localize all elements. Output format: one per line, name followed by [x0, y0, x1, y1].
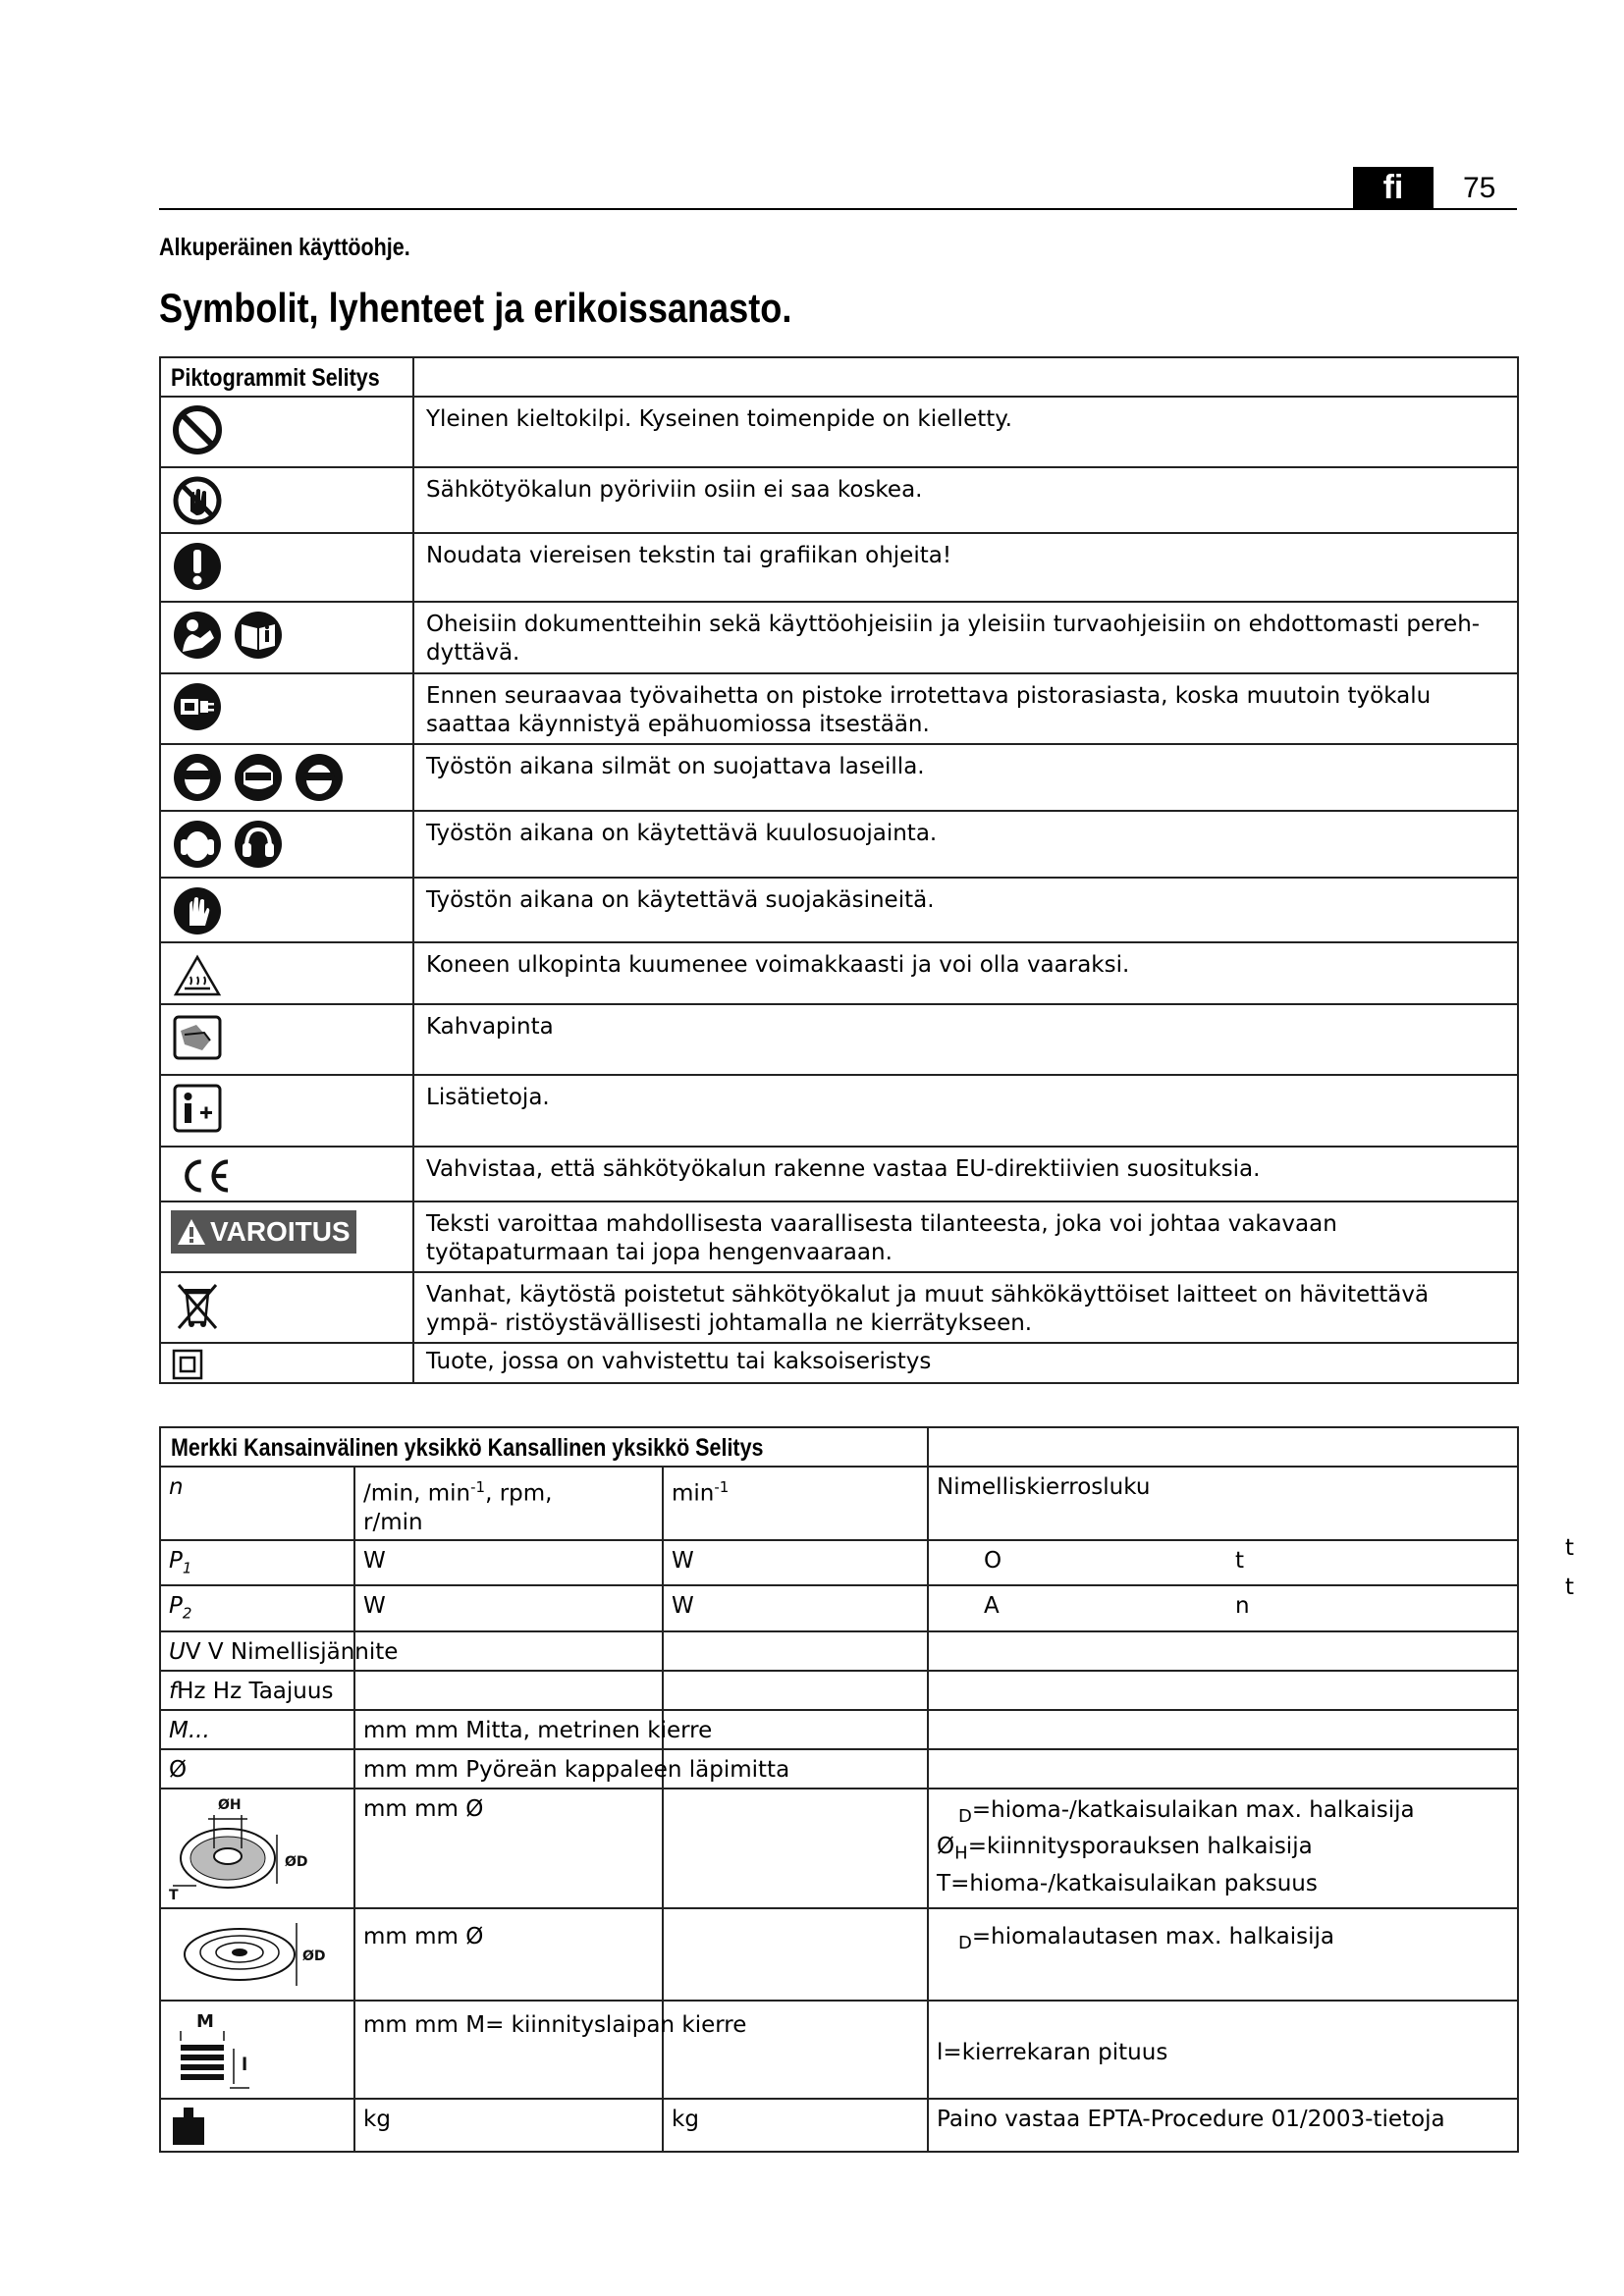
symbol-cell: [160, 1671, 354, 1710]
explanation-line-2: [937, 1832, 1509, 1869]
explanation-cell: [928, 1749, 1518, 1789]
symbol-rest-text: Hz Hz Taajuus: [177, 1678, 334, 1704]
disc-hole-label: ØH: [218, 1796, 242, 1813]
symbols-table: [159, 356, 1519, 1384]
intl-unit-cell: kg: [354, 2099, 663, 2152]
table-row: [160, 2001, 1518, 2099]
description-cell: Koneen ulkopinta kuumenee voimakkaasti ja voi olla vaaraksi.: [413, 942, 1518, 1004]
table-row: [160, 942, 1518, 1004]
explanation-cell: [928, 1631, 1518, 1671]
disc-diameter-label: ØD: [285, 1853, 308, 1870]
national-unit-cell: [663, 1631, 928, 1671]
original-manual-label: Alkuperäinen käyttöohje.: [159, 234, 410, 261]
table-row: [160, 1075, 1518, 1147]
explanation-line-3: T=hioma-/katkaisulaikan paksuus: [937, 1871, 1318, 1897]
explanation-cell: [928, 1585, 1518, 1631]
table-row: [160, 533, 1518, 602]
national-unit-cell: [663, 1467, 928, 1540]
intl-unit-cell: [354, 1467, 663, 1540]
symbol-text: P: [169, 1593, 183, 1620]
table-row: [160, 878, 1518, 942]
description-cell: Vanhat, käytöstä poistetut sähkötyökalut ja muut sähkökäyttöiset laitteet on hävitettävä ympä- ristöystävällisesti johtamalla ne kierrätykseen.: [413, 1272, 1518, 1343]
national-unit-sup: -1: [714, 1478, 730, 1496]
table-row: [160, 1004, 1518, 1075]
description-cell: Sähkötyökalun pyöriviin osiin ei saa koskea.: [413, 467, 1518, 533]
intl-unit-cell: [354, 1671, 663, 1710]
icon-cell: [160, 1201, 413, 1272]
table-row: [160, 467, 1518, 533]
sub-label: D: [958, 1933, 972, 1954]
explanation-fragment: O: [984, 1547, 1002, 1574]
intl-unit-cell: W: [354, 1540, 663, 1586]
hot-surface-icon: [171, 949, 224, 1002]
explanation-fragment-2: t: [1235, 1547, 1245, 1574]
table-row: [160, 1201, 1518, 1272]
table-row: [160, 602, 1518, 673]
description-cell: Lisätietoja.: [413, 1075, 1518, 1147]
intl-unit-text: /min, min: [363, 1480, 471, 1507]
explanation-cell: [928, 1671, 1518, 1710]
symbol-cell: M...: [160, 1710, 354, 1749]
table-row: [160, 1585, 1518, 1631]
icon-cell: [160, 1272, 413, 1343]
ear-protection-icon: [171, 818, 224, 871]
description-cell: Ennen seuraavaa työvaihetta on pistoke irrotettava pistorasiasta, koska muutoin työkalu saattaa käynnistyä epähuomiossa itsestään.: [413, 673, 1518, 744]
description-cell: Yleinen kieltokilpi. Kyseinen toimenpide on kielletty.: [413, 397, 1518, 467]
explanation-cell: [928, 1789, 1518, 1908]
intl-unit-cell: [354, 1631, 663, 1671]
table-row: [160, 1789, 1518, 1908]
icon-cell: [160, 1147, 413, 1201]
table-row: [160, 1467, 1518, 1540]
sub-label: D: [958, 1806, 972, 1828]
pad-diameter-label: ØD: [302, 1948, 326, 1964]
intl-unit-cell: mm mm Ø: [354, 1908, 663, 2001]
flange-thread-icon: [171, 2005, 279, 2094]
symbols-header-text: Piktogrammit Selitys: [171, 364, 380, 392]
description-cell: Kahvapinta: [413, 1004, 1518, 1075]
icon-cell: [160, 942, 413, 1004]
table-row: [160, 1749, 1518, 1789]
icon-cell: [160, 1075, 413, 1147]
intl-unit-cell: mm mm Pyöreän kappaleen läpimitta: [354, 1749, 663, 1789]
intl-unit-text-3: r/min: [363, 1509, 423, 1535]
warning-triangle-icon: [177, 1218, 206, 1246]
goggles-icon: [293, 751, 346, 804]
intl-unit-cell: mm mm Mitta, metrinen kierre: [354, 1710, 663, 1749]
intl-unit-cell: mm mm Ø: [354, 1789, 663, 1908]
icon-cell: [160, 602, 413, 673]
description-cell: Vahvistaa, että sähkötyökalun rakenne vastaa EU-direktiivien suosituksia.: [413, 1147, 1518, 1201]
symbols-table-header-row: [160, 357, 1518, 397]
units-table-header-row: [160, 1427, 1518, 1467]
explanation-fragment-2: n: [1235, 1593, 1250, 1620]
icon-cell: [160, 467, 413, 533]
symbol-rest-text: V V Nimellisjännite: [185, 1638, 399, 1665]
table-row: [160, 1908, 1518, 2001]
national-unit-cell: W: [663, 1585, 928, 1631]
national-unit-cell: [663, 1671, 928, 1710]
explanation-text: =kiinnitysporauksen halkaisija: [967, 1834, 1313, 1860]
warning-badge: [171, 1210, 356, 1254]
table-row: [160, 1631, 1518, 1671]
symbol-cell: [160, 1585, 354, 1631]
face-shield-icon: [232, 751, 285, 804]
national-unit-cell: [663, 1908, 928, 2001]
symbol-text: U: [169, 1638, 186, 1665]
table-row: [160, 811, 1518, 878]
table-row: [160, 1671, 1518, 1710]
national-unit-cell: W: [663, 1540, 928, 1586]
table-row: [160, 1147, 1518, 1201]
explanation-line-1: [937, 1795, 1509, 1833]
disc-dimensions-icon: [167, 1793, 334, 1903]
description-cell: Työstön aikana on käytettävä suojakäsineitä.: [413, 878, 1518, 942]
symbol-cell: [160, 1789, 354, 1908]
table-row: [160, 673, 1518, 744]
table-row: [160, 744, 1518, 811]
icon-cell: [160, 878, 413, 942]
icon-cell: [160, 1343, 413, 1383]
symbol-cell: [160, 2001, 354, 2099]
explanation-cell: [928, 1908, 1518, 2001]
description-cell: Tuote, jossa on vahvistettu tai kaksoiseristys: [413, 1343, 1518, 1383]
table-row: [160, 1343, 1518, 1383]
page-title: Symbolit, lyhenteet ja erikoissanasto.: [159, 285, 792, 331]
info-icon: [171, 1082, 224, 1135]
icon-cell: [160, 673, 413, 744]
description-cell: Työstön aikana on käytettävä kuulosuojainta.: [413, 811, 1518, 878]
intl-unit-sup: -1: [470, 1478, 486, 1496]
explanation-text: =hiomalautasen max. halkaisija: [971, 1923, 1334, 1949]
explanation-cell: [928, 1540, 1518, 1586]
grip-surface-icon: [171, 1011, 224, 1064]
diameter-symbol: Ø: [937, 1834, 955, 1860]
explanation-cell: [928, 1710, 1518, 1749]
units-header-cell: [160, 1427, 928, 1467]
national-unit-cell: kg: [663, 2099, 928, 2152]
no-touch-rotating-parts-icon: [171, 474, 224, 527]
intl-unit-cell: mm mm M= kiinnityslaipan kierre: [354, 2001, 663, 2099]
description-cell: Oheisiin dokumentteihin sekä käyttöohjeisiin ja yleisiin turvaohjeisiin on ehdottomasti pereh- dyttävä.: [413, 602, 1518, 673]
symbol-sub: 2: [182, 1604, 192, 1623]
weee-bin-icon: [171, 1279, 224, 1332]
read-manual-icon: [171, 609, 224, 662]
gloves-icon: [171, 884, 224, 937]
symbols-header-empty: [413, 357, 1518, 397]
icon-cell: [160, 533, 413, 602]
language-badge: fi: [1353, 167, 1434, 208]
page-number: 75: [1463, 172, 1496, 204]
eye-protection-icon: [171, 751, 224, 804]
symbol-cell: [160, 1540, 354, 1586]
symbol-text: P: [169, 1547, 183, 1574]
disc-thickness-label: T: [169, 1887, 179, 1903]
symbol-cell: [160, 1631, 399, 1671]
symbols-header-cell: [160, 357, 413, 397]
intl-unit-text-2: , rpm,: [485, 1480, 553, 1507]
description-cell: Noudata viereisen tekstin tai grafiikan ohjeita!: [413, 533, 1518, 602]
weight-icon: [171, 2106, 206, 2147]
description-cell: Teksti varoittaa mahdollisesta vaarallisesta tilanteesta, joka voi johtaa vakavaan työtapaturmaan tai jopa hengenvaaraan.: [413, 1201, 1518, 1272]
sub-label: H: [954, 1843, 968, 1865]
symbol-cell: Ø: [160, 1749, 354, 1789]
thread-label: M: [196, 2010, 214, 2032]
double-insulation-icon: [171, 1348, 204, 1381]
symbol-text: f: [169, 1678, 178, 1704]
icon-cell: [160, 811, 413, 878]
symbol-cell: [160, 1908, 354, 2001]
table-row: [160, 397, 1518, 467]
explanation-fragment: A: [984, 1593, 1000, 1620]
length-label: l: [242, 2054, 248, 2075]
warning-badge-label: VAROITUS: [210, 1216, 351, 1247]
table-row: [160, 1540, 1518, 1586]
description-cell: Työstön aikana silmät on suojattava laseilla.: [413, 744, 1518, 811]
ce-mark-icon: [171, 1153, 240, 1199]
explanation-cell: l=kierrekaran pituus: [928, 2001, 1518, 2099]
symbol-sub: 1: [182, 1559, 192, 1577]
table-row: [160, 1272, 1518, 1343]
table-row: [160, 1710, 1518, 1749]
manual-book-icon: [232, 609, 285, 662]
prohibition-icon: [171, 403, 224, 456]
explanation-cell: Paino vastaa EPTA-Procedure 01/2003-tietoja: [928, 2099, 1518, 2152]
table-row: [160, 2099, 1518, 2152]
explanation-cell: Nimelliskierrosluku: [928, 1467, 1518, 1540]
icon-cell: [160, 397, 413, 467]
exclamation-icon: [171, 540, 224, 593]
icon-cell: [160, 1004, 413, 1075]
unplug-icon: [171, 680, 224, 733]
overflow-fragment: t: [1565, 1535, 1575, 1561]
units-header-empty: [928, 1427, 1518, 1467]
explanation-text: =hioma-/katkaisulaikan max. halkaisija: [971, 1796, 1415, 1823]
header-rule: [159, 208, 1517, 210]
symbol-cell: n: [160, 1467, 354, 1540]
icon-cell: [160, 744, 413, 811]
symbol-cell: [160, 2099, 354, 2152]
ear-muffs-icon: [232, 818, 285, 871]
backing-pad-icon: [171, 1913, 338, 1996]
overflow-fragment: t: [1565, 1575, 1575, 1600]
units-table: [159, 1426, 1519, 2153]
national-unit-cell: [663, 1789, 928, 1908]
national-unit-text: min: [672, 1480, 715, 1507]
units-header-text: Merkki Kansainvälinen yksikkö Kansallinen yksikkö Selitys: [171, 1434, 764, 1462]
intl-unit-cell: W: [354, 1585, 663, 1631]
